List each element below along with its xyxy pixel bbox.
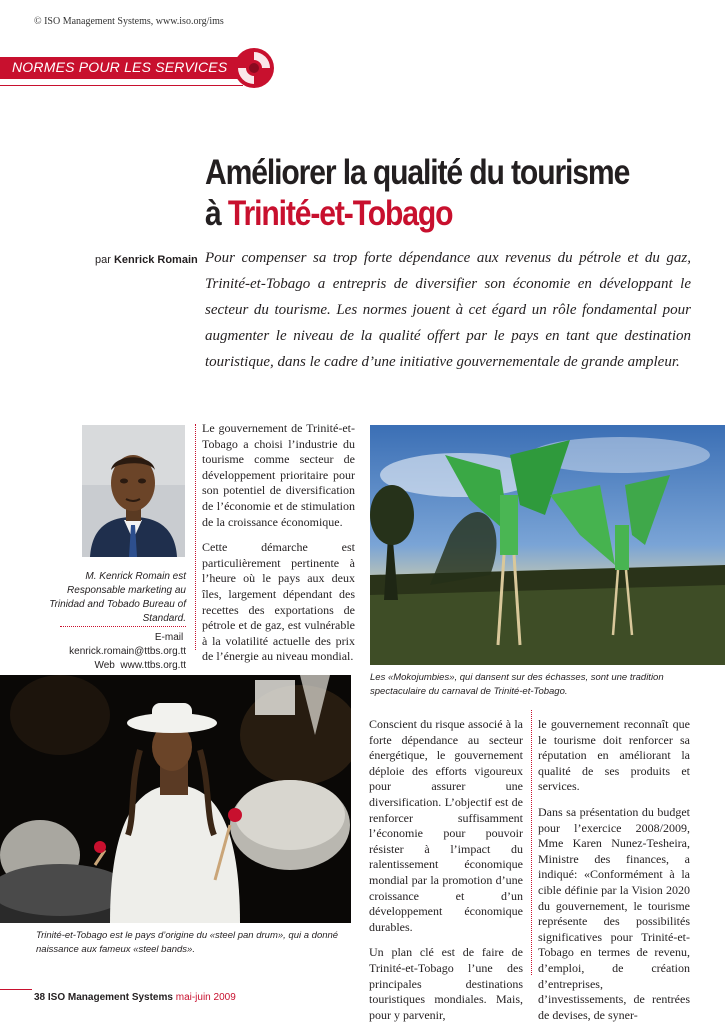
- title-accent: Trinité-et-Tobago: [227, 194, 453, 233]
- column-divider-2: [531, 710, 532, 975]
- web-label: Web: [94, 660, 115, 671]
- iso-swirl-logo-icon: [232, 46, 276, 90]
- column-divider-1: [195, 424, 196, 650]
- byline-author: Kenrick Romain: [113, 254, 198, 266]
- body-column-3: [538, 717, 690, 1033]
- steelpan-photo: [0, 675, 351, 923]
- author-role: est Responsable marketing au Trinidad and Tobado Bureau of Standard.: [49, 571, 186, 624]
- web-link[interactable]: www.ttbs.org.tt: [120, 660, 186, 671]
- steelpan-caption: Trinité-et-Tobago est le pays d’origine du «steel pan drum», qui a donné naissance aux fameux «steel bands».: [36, 930, 339, 955]
- title-line-1: Améliorer la qualité du tourisme: [205, 153, 630, 192]
- body-paragraph: Un plan clé est de faire de Trinité-et-Tobago l’une des principales destinations touristiques mondiales. Mais, pour y parvenir,: [369, 945, 523, 1022]
- body-paragraph: Le gouvernement de Trinité-et-Tobago a choisi l’industrie du tourisme comme secteur de développement prioritaire pour son potentiel de diversification de l’économie et de stimulation de la croissance économique.: [202, 421, 355, 529]
- issue-date: mai-juin 2009: [175, 992, 236, 1003]
- author-name: M. Kenrick Romain: [85, 571, 170, 582]
- page-number: 38: [34, 992, 46, 1003]
- body-paragraph: Conscient du risque associé à la forte dépendance au secteur énergétique, le gouvernement déploie des efforts vigoureux pour assurer une diversification. L’objectif est de renforcer suffisamment l’économie pour pouvoir résister à l’impact du ralentissement économique mondial par la promotion d’une croissance et d’un développement économique durables.: [369, 717, 523, 934]
- web-line: [36, 659, 186, 673]
- footer-rule: [0, 989, 32, 990]
- page-footer: [34, 992, 236, 1003]
- email-link[interactable]: kenrick.romain@ttbs.org.tt: [69, 646, 186, 657]
- copyright-line: © ISO Management Systems, www.iso.org/ims: [34, 16, 224, 27]
- body-paragraph: Dans sa présentation du budget pour l’exercice 2008/2009, Mme Karen Nunez-Tesheira, Ministre des finances, a indiqué: «Conformément à la cible définie par la Vision 2020 du gouvernement, le tourisme représente des possibilités significatives pour Trinité-et-Tobago en termes de revenu, d’emploi, de création d’entreprises, d’investissements, de rentrées de devises, de syner-: [538, 804, 690, 1022]
- body-column-2: [369, 717, 523, 1033]
- mokojumbies-photo: [370, 425, 725, 665]
- byline-prefix: par: [95, 254, 111, 266]
- byline: [95, 254, 198, 266]
- lead-paragraph: Pour compenser sa trop forte dépendance aux revenus du pétrole et du gaz, Trinité-et-Tobago a entrepris de diversifier son économie en développant le secteur du tourisme. Les normes jouent à cet égard un rôle fondamental pour augmenter le niveau de la qualité offert par le pays en tant que destination touristique, dans le cadre d’une initiative gouvernementale de grande ampleur.: [205, 250, 691, 370]
- section-rule: [0, 85, 243, 86]
- email-line: [36, 631, 186, 659]
- body-column-1: [202, 421, 355, 675]
- author-caption: [36, 570, 186, 626]
- author-contact: [36, 631, 186, 673]
- author-portrait: [82, 425, 185, 557]
- mokojumbies-caption: Les «Mokojumbies», qui dansent sur des échasses, sont une tradition spectaculaire du carnaval de Trinité-et-Tobago.: [370, 672, 664, 697]
- section-label: NORMES POUR LES SERVICES: [12, 59, 228, 75]
- body-paragraph: Cette démarche est particulièrement pertinente à l’heure où le pays aux deux îles, largement dépendant des recettes des exportations de pétrole et de gaz, est vulnérable à la volatilité actuelle des prix de l’énergie au niveau mondial.: [202, 540, 355, 664]
- author-divider: [60, 626, 186, 627]
- body-paragraph: le gouvernement reconnaît que le tourisme doit renforcer sa réputation en améliorant la qualité de ses produits et services.: [538, 717, 690, 794]
- email-label: E-mail: [154, 632, 184, 643]
- title-prefix: à: [205, 194, 228, 233]
- title-line-2: [205, 193, 635, 234]
- article-title: [205, 152, 635, 234]
- magazine-name: ISO Management Systems: [47, 992, 173, 1003]
